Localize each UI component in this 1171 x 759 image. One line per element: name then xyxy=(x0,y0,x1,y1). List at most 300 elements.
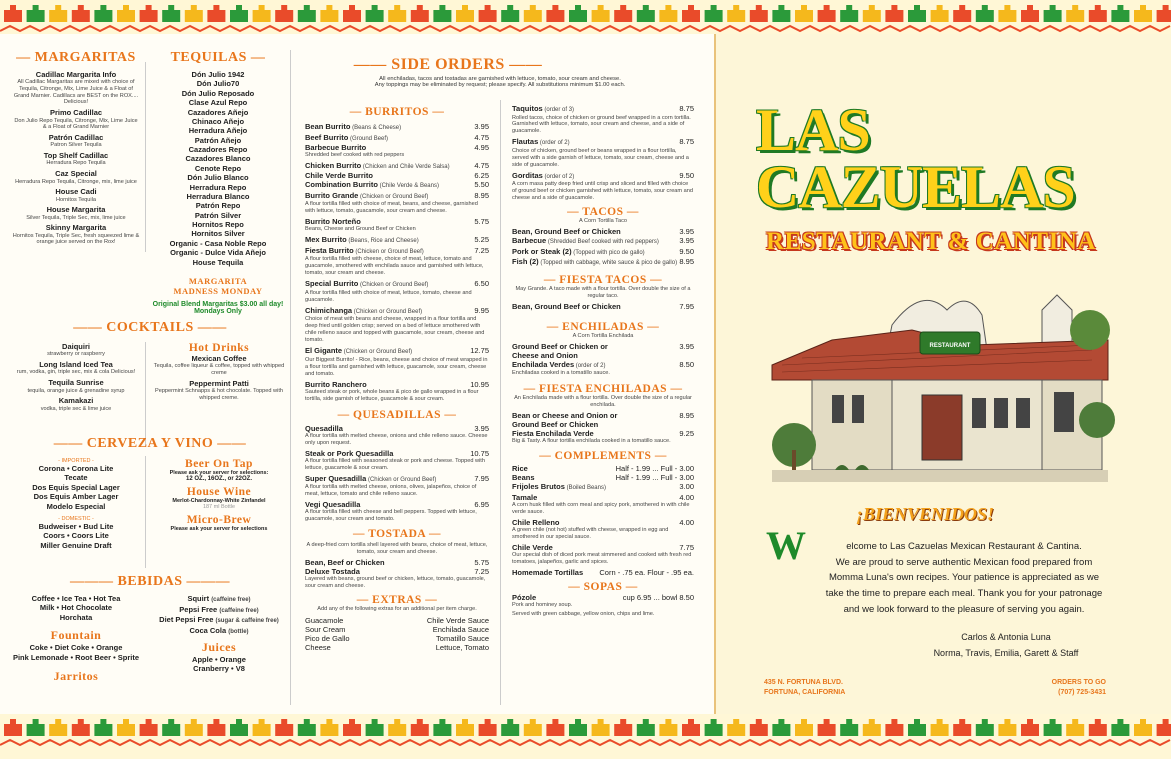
taco-name: Bean, Ground Beef or Chicken xyxy=(512,227,621,237)
extra-item: Chile Verde Sauce xyxy=(426,616,489,626)
drink-name: Diet Pepsi Free xyxy=(159,615,216,624)
complement-desc: Our special dish of diced pork meat simmered and cooked with fresh red tomatoes, jalapeños, garlic and spices. xyxy=(512,551,692,565)
taco-price: 8.95 xyxy=(679,257,694,267)
fiesta-tacos-title: — FIESTA TACOS — xyxy=(543,273,663,286)
taco-row xyxy=(512,247,694,258)
enchilada-name: Ground Beef or Chicken or xyxy=(512,341,608,351)
hot-drink-name: Mexican Coffee xyxy=(191,354,247,363)
tequilas-section xyxy=(150,50,286,315)
pattern-glyph xyxy=(1134,719,1152,736)
burrito-row xyxy=(305,171,489,180)
pattern-glyph xyxy=(49,719,67,736)
margarita-desc: Don Julio Repo Tequila, Citronge, Mix, Lime Juice & a Float of Grand Marnier xyxy=(14,117,138,131)
burrito-label xyxy=(305,279,428,290)
pattern-glyph xyxy=(275,5,293,22)
enchilada-price: 3.95 xyxy=(679,341,694,351)
welcome-line: elcome to Las Cazuelas Mexican Restaurant & Cantina. xyxy=(846,541,1082,552)
pattern-glyph xyxy=(72,719,90,736)
complement-name: Frijoles Brutos xyxy=(512,482,565,492)
burrito-desc: Choice of meat with beans and cheese, wrapped in a flour tortilla and deep fried until golden crisp; served on a bed of lettuce smothered with chile relleno sauce and topped with guacamole, sour cream, cheese and tomato. xyxy=(305,316,485,344)
quesadilla-label xyxy=(305,500,360,509)
complement-desc: A corn husk filled with corn meal and spicy pork, smothered in with chile verde sauce. xyxy=(512,501,690,515)
tequila-item: Herradura Blanco xyxy=(186,191,250,201)
fiesta-taco-row xyxy=(512,302,694,311)
pattern-glyph xyxy=(546,5,564,22)
burrito-desc: A flour tortilla filled with choice of meat, beans, and cheese, garnished with lettuce, tomato, guacamole, sour cream and cheese. xyxy=(305,201,478,215)
taco-name: Barbecue xyxy=(512,236,547,246)
pattern-glyph xyxy=(207,719,225,736)
drink-item xyxy=(150,615,288,626)
cocktails-section xyxy=(12,320,288,414)
enchilada-row xyxy=(512,351,694,360)
complement-price: 3.00 xyxy=(679,482,694,492)
pattern-glyph xyxy=(592,719,610,736)
tequila-item: Dón Julio Blanco xyxy=(187,173,249,183)
taquito-row xyxy=(512,137,694,148)
pattern-glyph xyxy=(1066,5,1084,22)
pattern-glyph xyxy=(501,5,519,22)
juice-item: Apple • Orange xyxy=(192,655,246,664)
burrito-name: Special Burrito xyxy=(305,279,359,289)
fiesta-enchilada-name: Fiesta Enchilada Verde xyxy=(512,429,594,439)
burrito-name: El Gigante xyxy=(305,346,343,356)
pattern-glyph xyxy=(1021,719,1039,736)
staff-names: Norma, Travis, Emilia, Garett & Staff xyxy=(933,648,1079,659)
pattern-glyph xyxy=(343,5,361,22)
cocktails-title: —— COCKTAILS —— xyxy=(73,320,227,335)
margarita-name: Top Shelf Cadillac xyxy=(43,151,109,161)
pattern-glyph xyxy=(840,719,858,736)
enchilada-name: Cheese and Onion xyxy=(512,350,578,360)
sopa-name: Pózole xyxy=(512,592,537,602)
burrito-note: (Beans & Cheese) xyxy=(350,125,402,131)
pattern-glyph xyxy=(1111,5,1129,22)
pattern-glyph xyxy=(4,5,22,22)
burrito-row xyxy=(305,380,489,389)
taquito-note: (order of 2) xyxy=(538,140,570,147)
complement-row xyxy=(512,518,694,527)
fiesta-taco-price: 7.95 xyxy=(679,301,694,311)
pattern-glyph xyxy=(411,719,429,736)
imported-beer: Dos Equis Amber Lager xyxy=(33,492,119,502)
pattern-glyph xyxy=(998,5,1016,22)
taquito-desc: Choice of chicken, ground beef or beans wrapped in a flour tortilla, served with a side garnish of lettuce, tomato, sour cream, cheese and a side of guacamole. xyxy=(512,147,689,168)
pattern-glyph xyxy=(230,719,248,736)
burrito-name: Fiesta Burrito xyxy=(305,245,354,255)
complement-row xyxy=(512,464,694,473)
welcome-message xyxy=(774,539,1154,617)
drink-item: Coffee • Ice Tea • Hot Tea xyxy=(31,594,121,603)
quesadilla-label xyxy=(305,474,436,485)
taquito-row xyxy=(512,171,694,182)
burrito-price: 6.50 xyxy=(474,279,489,289)
pattern-glyph xyxy=(1089,5,1107,22)
complement-price: 7.75 xyxy=(679,542,694,552)
pattern-glyph xyxy=(772,719,790,736)
complement-price: Half - 1.99 ... Full - 3.00 xyxy=(615,464,694,474)
burrito-label xyxy=(305,380,367,389)
tequila-item: Cenote Repo xyxy=(194,163,242,173)
burrito-label xyxy=(305,161,450,172)
enchilada-desc: Enchiladas cooked in a tomatillo sauce. xyxy=(512,370,610,377)
pattern-glyph xyxy=(592,5,610,22)
quesadilla-row xyxy=(305,474,489,485)
madness-days: Mondays Only xyxy=(194,308,242,316)
taco-note: (Topped with pico de gallo) xyxy=(571,249,645,256)
drink-note: (bottle) xyxy=(228,628,249,635)
burrito-note: (Chicken or Ground Beef) xyxy=(358,282,429,289)
burrito-price: 8.95 xyxy=(474,190,489,200)
burrito-price: 5.75 xyxy=(474,217,489,227)
tequila-item: Herradura Repo xyxy=(189,182,247,192)
complement-name: Rice xyxy=(512,464,528,474)
burrito-name: Chile Verde Burrito xyxy=(305,171,373,181)
quesadilla-label xyxy=(305,424,343,433)
burrito-label xyxy=(305,171,373,180)
margarita-desc: Herradura Repo Tequila, Citronge, mix, lime juice xyxy=(15,178,137,185)
drink-name: Squirt xyxy=(187,594,212,603)
pattern-glyph xyxy=(366,719,384,736)
burrito-note: (Chicken and Chile Verde Salsa) xyxy=(361,163,450,170)
taquito-name: Taquitos xyxy=(512,104,543,113)
taquito-row xyxy=(512,104,694,115)
pattern-glyph xyxy=(253,719,271,736)
burrito-price: 9.95 xyxy=(474,305,489,315)
tostada-name: Deluxe Tostada xyxy=(305,567,360,577)
taquito-label xyxy=(512,104,574,115)
burrito-name: Combination Burrito xyxy=(305,180,378,190)
pattern-glyph xyxy=(772,5,790,22)
enchilada-label xyxy=(512,342,608,351)
drink-note: (caffeine free) xyxy=(211,597,251,603)
complement-name: Homemade Tortillas xyxy=(512,567,584,577)
pattern-glyph xyxy=(501,719,519,736)
burrito-price: 4.95 xyxy=(474,143,489,152)
burrito-name: Barbecue Burrito xyxy=(305,143,367,152)
taco-name: Fish (2) xyxy=(512,257,539,267)
enchilada-row xyxy=(512,360,694,371)
pattern-glyph xyxy=(298,719,316,736)
address-line-2: FORTUNA, CALIFORNIA xyxy=(764,688,846,696)
extra-item: Guacamole xyxy=(305,616,344,626)
margaritas-title: — MARGARITAS xyxy=(16,50,136,65)
top-border xyxy=(0,0,1171,34)
fiesta-enchilada-label xyxy=(512,411,617,420)
zigzag-line xyxy=(0,26,1170,31)
imported-beer: Dos Equis Special Lager xyxy=(32,482,120,492)
drink-note: (sugar & caffeine free) xyxy=(215,618,279,624)
pattern-glyph xyxy=(750,719,768,736)
complement-name: Tamale xyxy=(512,492,538,502)
burrito-label xyxy=(305,143,366,152)
pattern-glyph xyxy=(885,719,903,736)
burrito-row xyxy=(305,246,489,257)
fiesta-enchilada-row xyxy=(512,411,694,420)
pattern-glyph xyxy=(637,5,655,22)
burrito-price: 7.25 xyxy=(474,245,489,255)
fountain-drink: Coke • Diet Coke • Orange xyxy=(29,643,123,653)
margarita-name: Caz Special xyxy=(55,169,97,179)
tostada-desc: A deep-fried corn tortilla shell layered with beans, choice of meat, lettuce, tomato, sour cream and cheese. xyxy=(306,542,488,556)
taco-row xyxy=(512,227,694,236)
cerveza-section xyxy=(12,436,288,550)
aztec-pattern xyxy=(0,0,1171,34)
fiesta-taco-name: Bean, Ground Beef or Chicken xyxy=(512,301,621,311)
pattern-glyph xyxy=(162,5,180,22)
extras-title: — EXTRAS — xyxy=(356,594,438,607)
pattern-glyph xyxy=(4,719,22,736)
pattern-glyph xyxy=(275,719,293,736)
pattern-glyph xyxy=(456,5,474,22)
tostada-title: — TOSTADA — xyxy=(353,528,441,541)
taco-label xyxy=(512,236,659,247)
pattern-glyph xyxy=(140,719,158,736)
complement-row xyxy=(512,568,694,577)
burrito-row xyxy=(305,346,489,357)
pattern-glyph xyxy=(1044,719,1062,736)
welcome-line: Momma Luna's own recipes. Your patience is appreciated as we xyxy=(828,572,1100,584)
taco-row xyxy=(512,257,694,268)
complement-name: Chile Verde xyxy=(512,542,553,552)
fiesta-enchilada-name: Bean or Cheese and Onion or xyxy=(512,411,618,421)
burrito-name: Chimichanga xyxy=(305,305,353,315)
right-menu-column xyxy=(512,104,694,620)
burrito-label xyxy=(305,180,439,191)
quesadilla-desc: A flour tortilla filled with seasoned steak or pork and cheese. Topped with lettuce, guacamole & sour cream. xyxy=(305,457,485,471)
tostada-row xyxy=(305,558,489,567)
imported-beer: Modelo Especial xyxy=(46,501,106,511)
tostada-price: 7.25 xyxy=(474,567,489,577)
burrito-row xyxy=(305,235,489,246)
pattern-glyph xyxy=(637,719,655,736)
orders-label: ORDERS TO GO xyxy=(1051,679,1106,686)
cocktail-name: Daiquiri xyxy=(62,342,90,351)
pattern-glyph xyxy=(818,5,836,22)
burrito-note: (Chicken or Ground Beef) xyxy=(342,349,413,356)
burrito-row xyxy=(305,133,489,144)
building-sign-text: RESTAURANT xyxy=(929,343,971,349)
complement-note: (Boiled Beans) xyxy=(564,485,606,492)
fiesta-enchilada-desc: Big & Tasty. A flour tortilla enchilada cooked in a tomatillo sauce. xyxy=(512,438,671,445)
pattern-glyph xyxy=(818,719,836,736)
pattern-glyph xyxy=(1157,5,1171,22)
extra-item: Cheese xyxy=(305,643,331,653)
tequila-item: Chinaco Añejo xyxy=(191,116,245,126)
burrito-label xyxy=(305,346,412,357)
burrito-desc: Sauteed steak or pork, whole beans & pico de gallo wrapped in a flour tortilla, side garnish of lettuce, guacamole & sour cream. xyxy=(305,388,479,402)
burrito-label xyxy=(305,306,422,317)
pattern-glyph xyxy=(1066,719,1084,736)
burrito-name: Beef Burrito xyxy=(305,132,349,142)
pattern-glyph xyxy=(998,719,1016,736)
burrito-price: 5.25 xyxy=(474,235,489,245)
bienvenidos-heading: ¡BIENVENIDOS! xyxy=(856,504,995,524)
pattern-glyph xyxy=(908,5,926,22)
hot-drinks-title: Hot Drinks xyxy=(188,342,250,354)
tap-sizes: 12 OZ., 16OZ., or 22OZ. xyxy=(185,476,253,482)
burrito-note: (Chicken or Ground Beef) xyxy=(353,248,424,255)
extra-item: Enchilada Sauce xyxy=(432,625,489,635)
deluxe-desc: Layered with beans, ground beef or chicken, lettuce, tomato, guacamole, sour cream and cheese. xyxy=(305,576,486,590)
burrito-note: (Beans, Rice and Cheese) xyxy=(346,238,419,245)
taco-price: 3.95 xyxy=(679,236,694,246)
burrito-row xyxy=(305,180,489,191)
quesadilla-row xyxy=(305,424,489,433)
complement-label xyxy=(512,482,606,493)
extra-item: Pico de Gallo xyxy=(305,634,350,644)
phone-number: (707) 725-3431 xyxy=(1058,688,1106,696)
domestic-beer: Coors • Coors Lite xyxy=(43,531,109,541)
margarita-name: Primo Cadillac xyxy=(49,108,103,118)
pattern-glyph xyxy=(546,719,564,736)
burrito-label xyxy=(305,217,361,226)
fountain-drink: Pink Lemonade • Root Beer • Sprite xyxy=(12,652,140,662)
complement-row xyxy=(512,493,694,502)
fiesta-enchiladas-title: — FIESTA ENCHILADAS — xyxy=(523,383,683,396)
pattern-glyph xyxy=(117,5,135,22)
orders-to-go xyxy=(1046,678,1106,698)
pattern-glyph xyxy=(976,719,994,736)
burrito-price: 10.95 xyxy=(470,379,489,389)
pattern-glyph xyxy=(117,719,135,736)
pattern-glyph xyxy=(727,719,745,736)
burrito-price: 5.50 xyxy=(474,180,489,190)
divider xyxy=(290,50,291,705)
quesadilla-name: Quesadilla xyxy=(305,423,343,433)
complement-row xyxy=(512,543,694,552)
restaurant-logo: LAS CAZUELAS xyxy=(756,97,1075,220)
sopa-desc: Served with green cabbage, yellow onion, chips and lime. xyxy=(512,610,655,617)
pattern-glyph xyxy=(682,5,700,22)
tostada-label xyxy=(305,558,385,567)
tequila-item: House Tequila xyxy=(192,257,244,267)
complements-title: — COMPLEMENTS — xyxy=(539,450,667,463)
quesadilla-desc: A flour tortilla with melted cheese, onions, olives, jalapeños, choice of meat, lettuce, tomato and chile relleno sauce. xyxy=(305,484,477,498)
quesadilla-label xyxy=(305,449,393,458)
jarritos-title: Jarritos xyxy=(53,668,99,683)
sopa-desc: Pork and hominey soup. xyxy=(512,601,573,608)
restaurant-subtitle: RESTAURANT & CANTINA xyxy=(766,228,1096,255)
tequilas-title: TEQUILAS — xyxy=(170,50,266,65)
quesadilla-price: 7.95 xyxy=(474,473,489,483)
drink-note: (caffeine free) xyxy=(219,607,259,614)
margarita-name: Cadillac Margarita Info xyxy=(35,70,117,79)
burrito-note: (Chicken or Ground Beef) xyxy=(352,308,423,315)
margaritas-section xyxy=(12,50,140,248)
domestic-label: - DOMESTIC - xyxy=(58,515,94,522)
pattern-glyph xyxy=(94,5,112,22)
extras-desc: Add any of the following extras for an additional per item charge. xyxy=(317,606,477,613)
tacos-desc: A Corn Tortilla Taco xyxy=(579,218,627,225)
welcome-drop-cap: W xyxy=(766,523,806,568)
pattern-glyph xyxy=(230,5,248,22)
cocktail-name: Kamakazi xyxy=(58,396,94,406)
drink-item xyxy=(150,626,288,637)
quesadilla-price: 6.95 xyxy=(474,500,489,510)
side-note-1: All enchiladas, tacos and tostadas are garnished with lettuce, tomato, sour cream and cheese. xyxy=(379,76,621,82)
quesadilla-desc: A flour tortilla with melted cheese, onions and chile relleno sauce. Cheese only upon request. xyxy=(305,432,488,446)
pattern-glyph xyxy=(795,719,813,736)
burrito-label xyxy=(305,235,419,246)
pattern-glyph xyxy=(524,5,542,22)
quesadilla-name: Vegi Quesadilla xyxy=(305,500,361,510)
sopas-title: — SOPAS — xyxy=(568,580,638,593)
quesadilla-name: Steak or Pork Quesadilla xyxy=(305,448,394,458)
house-wine-title: House Wine xyxy=(186,486,252,498)
burrito-row xyxy=(305,306,489,317)
complement-price: Corn - .75 ea. Flour - .95 ea. xyxy=(599,567,694,577)
tequila-item: Dón Julio 1942 xyxy=(191,70,245,79)
taco-label xyxy=(512,257,677,268)
burrito-row xyxy=(305,143,489,152)
margarita-desc: Silver Tequila, Triple Sec, mix, lime juice xyxy=(26,214,126,221)
margarita-desc: Herradura Repo Tequila xyxy=(46,160,106,167)
pattern-glyph xyxy=(366,5,384,22)
pattern-glyph xyxy=(298,5,316,22)
domestic-beer: Budweiser • Bud Lite xyxy=(38,521,114,531)
cocktail-name: Tequila Sunrise xyxy=(48,378,104,388)
tostada-label xyxy=(305,567,360,576)
cocktail-desc: rum, vodka, gin, triple sec, mix & cola Delicious! xyxy=(16,369,136,376)
burrito-price: 12.75 xyxy=(470,346,489,356)
side-orders-notes xyxy=(335,76,665,88)
pattern-glyph xyxy=(94,719,112,736)
micro-desc: Please ask your server for selections xyxy=(170,526,268,532)
pattern-glyph xyxy=(479,719,497,736)
pattern-glyph xyxy=(976,5,994,22)
margarita-name: House Margarita xyxy=(46,205,106,215)
hot-drink-desc: Peppermint Schnapps & hot chocolate. Topped with whipped creme. xyxy=(154,388,283,401)
fiesta-enchilada-price: 9.25 xyxy=(679,429,694,439)
pattern-glyph xyxy=(388,719,406,736)
imported-beer: Corona • Corona Lite xyxy=(38,464,114,473)
burrito-label xyxy=(305,191,428,202)
margarita-desc: Patron Silver Tequila xyxy=(50,142,102,149)
wine-sub: 187 ml Bottle xyxy=(202,504,236,510)
imported-label: - IMPORTED - xyxy=(58,458,94,464)
drink-item xyxy=(150,605,288,616)
tequila-item: Dón Julio Reposado xyxy=(181,88,255,98)
tostada-price: 5.75 xyxy=(474,558,489,568)
pattern-glyph xyxy=(727,5,745,22)
quesadilla-row xyxy=(305,449,489,458)
taco-label xyxy=(512,227,621,236)
pattern-glyph xyxy=(343,719,361,736)
pattern-glyph xyxy=(705,719,723,736)
taquito-desc: A corn masa patty deep fried until crisp and sliced and filled with choice of ground beef or chicken garnished with lettuce, tomato, sour cream and cheese and a side of guacamole. xyxy=(512,181,693,202)
pattern-glyph xyxy=(659,5,677,22)
burrito-price: 4.75 xyxy=(474,160,489,170)
welcome-line: We are proud to serve authentic Mexican food prepared from xyxy=(835,556,1093,568)
cocktail-desc: vodka, triple sec & lime juice xyxy=(40,405,112,412)
juice-item: Cranberry • V8 xyxy=(193,664,245,674)
complement-label xyxy=(512,493,537,502)
cocktail-desc: strawberry or raspberry xyxy=(47,351,105,358)
pattern-glyph xyxy=(1044,5,1062,22)
tequila-item: Hornitos Repo xyxy=(192,220,244,229)
side-orders-title: —— SIDE ORDERS —— xyxy=(353,56,543,73)
cocktail-name: Long Island Iced Tea xyxy=(39,360,113,370)
pattern-glyph xyxy=(1134,5,1152,22)
pattern-glyph xyxy=(953,5,971,22)
taquito-name: Flautas xyxy=(512,137,539,147)
tequila-item: Patrón Silver xyxy=(194,210,242,220)
owners-names: Carlos & Antonia Luna xyxy=(961,632,1051,642)
burrito-name: Burrito Grande xyxy=(305,190,359,200)
complement-name: Beans xyxy=(512,473,535,483)
pattern-glyph xyxy=(682,719,700,736)
margarita-desc: All Cadillac Margaritas are mixed with choice of Tequila, Citronge, Mix, Lime Juice & a Float of Grand Marnier. Cadillacs are BEST on the ROX.... Delicious! xyxy=(13,79,139,106)
